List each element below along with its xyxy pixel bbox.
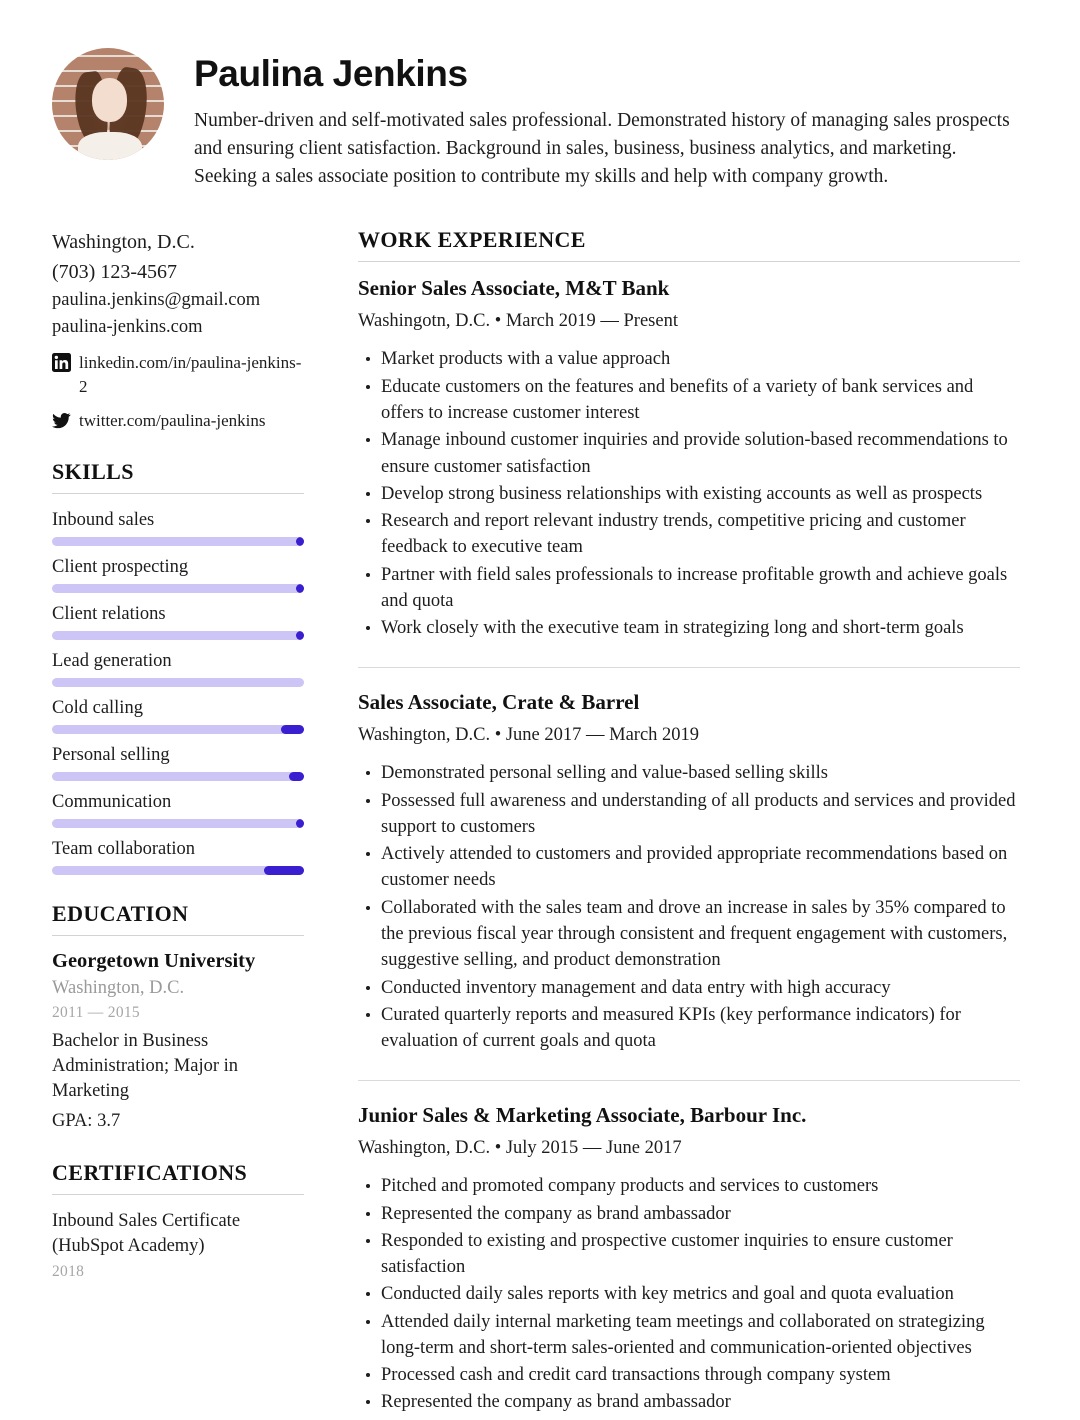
job-entry xyxy=(358,690,1020,1054)
resume-body xyxy=(0,227,1080,1419)
skill-bar xyxy=(52,772,304,781)
skill-label: Cold calling xyxy=(52,698,143,719)
job-bullet: Responded to existing and prospective customer inquiries to ensure customer satisfaction xyxy=(381,1228,1020,1281)
skill-label: Lead generation xyxy=(52,651,172,672)
job-entry xyxy=(358,276,1020,641)
job-meta: Washington, D.C. • June 2017 — March 2019 xyxy=(358,725,700,746)
job-meta: Washingotn, D.C. • March 2019 — Present xyxy=(358,311,678,332)
certification-name: Inbound Sales Certificate (HubSpot Academy) xyxy=(52,1210,241,1256)
work-experience-divider xyxy=(358,261,1020,262)
skill-item xyxy=(52,508,304,546)
skill-bar-marker xyxy=(296,631,304,640)
job-title: Sales Associate, Crate & Barrel xyxy=(358,690,640,715)
header-text-block xyxy=(194,48,1020,191)
job-title: Junior Sales & Marketing Associate, Barbour Inc. xyxy=(358,1103,807,1128)
contact-location: Washington, D.C. xyxy=(52,231,195,254)
education-section xyxy=(52,901,304,1133)
skill-item xyxy=(52,790,304,828)
job-bullet: Pitched and promoted company products and services to customers xyxy=(381,1173,1020,1199)
job-bullet: Represented the company as brand ambassador xyxy=(381,1201,1020,1227)
professional-summary: Number-driven and self-motivated sales professional. Demonstrated history of managing sales prospects and ensuring client satisfaction. Background in sales, business, business analytics, and marketing. Seeking a sales associate position to contribute my skills and help with company growth. xyxy=(194,110,1010,188)
skill-item xyxy=(52,696,304,734)
skill-item xyxy=(52,649,304,687)
contact-email[interactable]: paulina.jenkins@gmail.com xyxy=(52,290,261,311)
job-bullet-list xyxy=(358,346,1020,641)
linkedin-url: linkedin.com/in/paulina-jenkins-2 xyxy=(79,352,302,396)
job-bullet: Educate customers on the features and benefits of a variety of bank services and offers to increase customer interest xyxy=(381,374,1020,427)
skill-bar-marker xyxy=(264,866,304,875)
skill-bar xyxy=(52,631,304,640)
skills-list xyxy=(52,508,304,875)
skill-bar xyxy=(52,678,304,687)
linkedin-icon xyxy=(52,353,71,372)
certification-year: 2018 xyxy=(52,1263,85,1281)
skill-bar xyxy=(52,866,304,875)
skill-bar-marker xyxy=(281,725,304,734)
job-bullet: Actively attended to customers and provided appropriate recommendations based on customer needs xyxy=(381,841,1020,894)
work-experience-heading: WORK EXPERIENCE xyxy=(358,227,586,253)
skills-heading: SKILLS xyxy=(52,459,134,485)
skill-bar-marker xyxy=(289,772,304,781)
skill-label: Client prospecting xyxy=(52,557,189,578)
job-bullet: Attended daily internal marketing team meetings and collaborated on strategizing long-term and short-term sales-oriented and communication-oriented objectives xyxy=(381,1309,1020,1362)
skills-divider xyxy=(52,493,304,494)
skill-label: Inbound sales xyxy=(52,510,155,531)
job-bullet: Collaborated with the sales team and drove an increase in sales by 35% compared to the previous fiscal year through consistent and frequent engagement with customers, suggestive selling, and product demonstration xyxy=(381,895,1020,974)
education-location: Washington, D.C. xyxy=(52,978,185,999)
skill-item xyxy=(52,602,304,640)
education-heading: EDUCATION xyxy=(52,901,189,927)
education-divider xyxy=(52,935,304,936)
social-link-linkedin[interactable] xyxy=(52,351,304,399)
twitter-url: twitter.com/paulina-jenkins xyxy=(79,410,266,430)
job-divider xyxy=(358,667,1020,668)
certifications-heading: CERTIFICATIONS xyxy=(52,1159,248,1185)
job-bullet: Demonstrated personal selling and value-based selling skills xyxy=(381,760,1020,786)
job-bullet: Possessed full awareness and understanding of all products and services and provided support to customers xyxy=(381,788,1020,841)
job-bullet: Work closely with the executive team in strategizing long and short-term goals xyxy=(381,615,1020,641)
job-bullet: Curated quarterly reports and measured KPIs (key performance indicators) for evaluation of current goals and quota xyxy=(381,1002,1020,1055)
job-title: Senior Sales Associate, M&T Bank xyxy=(358,276,670,301)
page-title: Paulina Jenkins xyxy=(194,53,468,94)
job-bullet: Partner with field sales professionals to increase profitable growth and achieve goals and quota xyxy=(381,562,1020,615)
job-bullet-list xyxy=(358,1173,1020,1415)
skill-bar-marker xyxy=(296,584,304,593)
education-school: Georgetown University xyxy=(52,950,256,973)
education-degree: Bachelor in Business Administration; Major in Marketing xyxy=(52,1031,239,1102)
skill-bar xyxy=(52,584,304,593)
skill-label: Team collaboration xyxy=(52,839,196,860)
skill-item xyxy=(52,837,304,875)
skill-label: Client relations xyxy=(52,604,166,625)
skill-item xyxy=(52,743,304,781)
skill-label: Communication xyxy=(52,792,172,813)
social-link-twitter[interactable] xyxy=(52,409,304,433)
skill-bar xyxy=(52,725,304,734)
skill-bar-marker xyxy=(296,537,304,546)
job-meta: Washington, D.C. • July 2015 — June 2017 xyxy=(358,1138,682,1159)
avatar-body xyxy=(78,132,142,160)
job-bullet-list xyxy=(358,760,1020,1054)
job-bullet: Represented the company as brand ambassador xyxy=(381,1389,1020,1415)
certifications-divider xyxy=(52,1194,304,1195)
job-bullet: Manage inbound customer inquiries and provide solution-based recommendations to ensure customer satisfaction xyxy=(381,427,1020,480)
job-bullet: Research and report relevant industry trends, competitive pricing and customer feedback to executive team xyxy=(381,508,1020,561)
skill-label: Personal selling xyxy=(52,745,170,766)
contact-phone[interactable]: (703) 123-4567 xyxy=(52,261,177,284)
twitter-icon xyxy=(52,411,71,430)
avatar xyxy=(52,48,164,160)
job-entry xyxy=(358,1103,1020,1415)
skill-bar xyxy=(52,537,304,546)
job-bullet: Conducted inventory management and data entry with high accuracy xyxy=(381,975,1020,1001)
education-gpa: GPA: 3.7 xyxy=(52,1110,121,1131)
job-bullet: Develop strong business relationships with existing accounts as well as prospects xyxy=(381,481,1020,507)
sidebar xyxy=(52,227,304,1281)
education-dates: 2011 — 2015 xyxy=(52,1003,140,1021)
job-bullet: Processed cash and credit card transactions through company system xyxy=(381,1362,1020,1388)
resume-header xyxy=(0,0,1080,191)
job-bullet: Conducted daily sales reports with key metrics and goal and quota evaluation xyxy=(381,1281,1020,1307)
skill-bar-marker xyxy=(296,819,304,828)
contact-website[interactable]: paulina-jenkins.com xyxy=(52,317,203,338)
certifications-section xyxy=(52,1160,304,1281)
job-bullet: Market products with a value approach xyxy=(381,346,1020,372)
avatar-face xyxy=(92,78,127,122)
job-divider xyxy=(358,1080,1020,1081)
jobs-list xyxy=(358,276,1020,1415)
skill-item xyxy=(52,555,304,593)
contact-block xyxy=(52,227,304,433)
skills-section xyxy=(52,459,304,875)
skill-bar xyxy=(52,819,304,828)
work-experience-section xyxy=(358,227,1020,1419)
